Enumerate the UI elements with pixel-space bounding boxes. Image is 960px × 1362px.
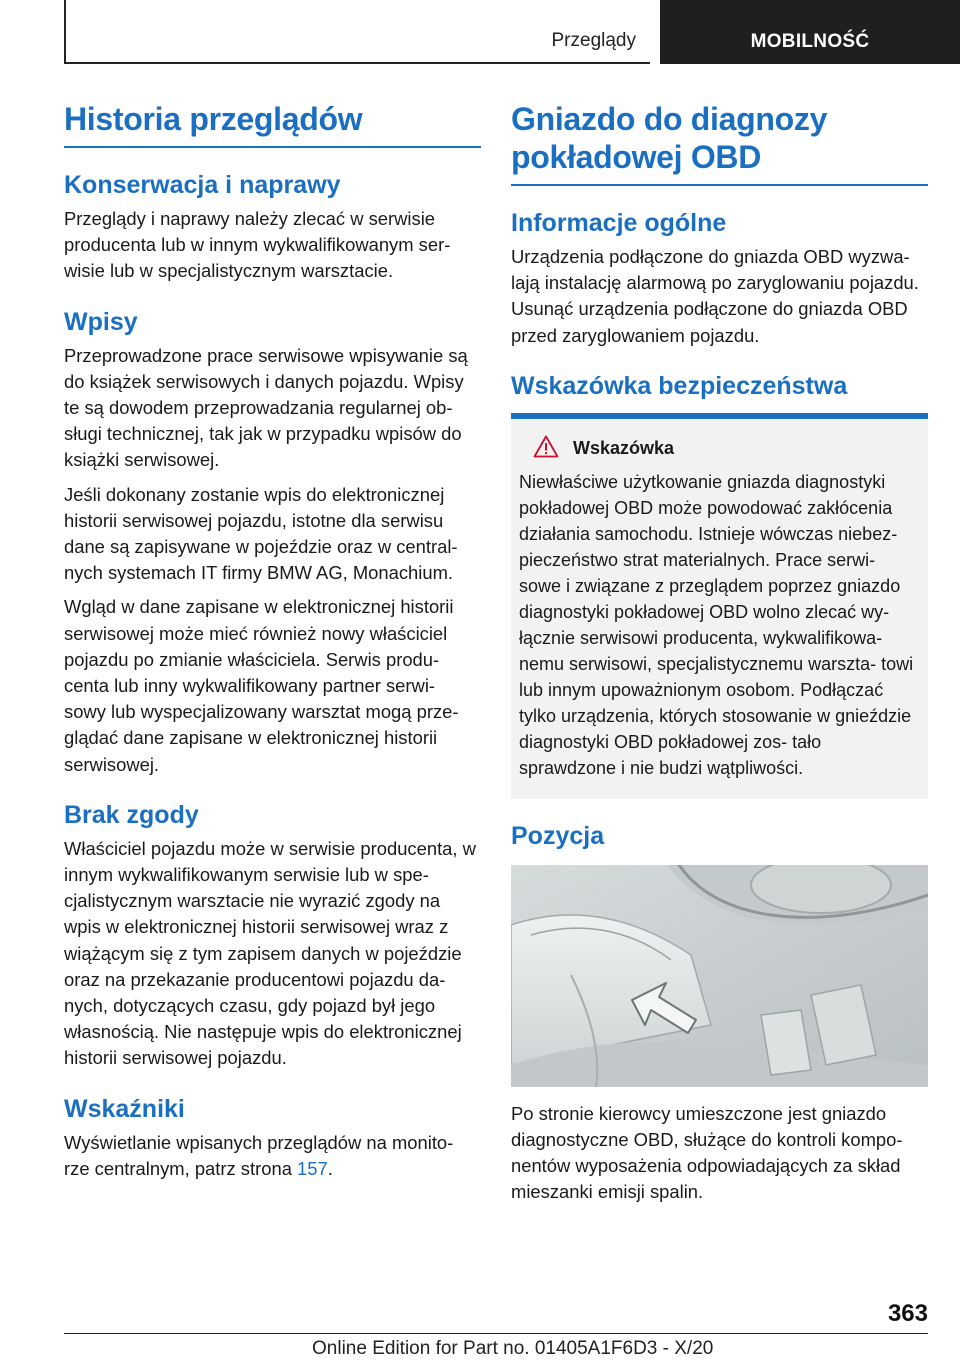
indicators-paragraph (64, 1130, 481, 1182)
heading-safety-note: Wskazówka bezpieczeństwa (511, 371, 848, 400)
warning-box (511, 419, 928, 799)
edition-footer: Online Edition for Part no. 01405A1F6D3 - X/20 (312, 1338, 714, 1359)
position-paragraph: Po stronie kierowcy umieszczone jest gniazdo diagnostyczne OBD, służące do kontroli kompo‐ nentów wyposażenia odpowiadających za skład mieszanki emisji spalin. (511, 1102, 903, 1203)
heading-no-consent: Brak zgody (64, 800, 199, 829)
entries-paragraph-1: Przeprowadzone prace serwisowe wpisywanie są do książek serwisowych i danych pojazdu. Wpisy te są dowodem przeprowadzania regularnej ob‐ sługi technicznej, tak jak w przypadku wpisów do książki serwisowej. (64, 344, 468, 471)
heading-entries: Wpisy (64, 307, 138, 336)
obd-location-photo (511, 865, 928, 1087)
indicators-text-end: . (327, 1157, 333, 1179)
no-consent-paragraph: Właściciel pojazdu może w serwisie producenta, w innym wykwalifikowanym serwisie lub w spe‐ cjalistycznym warsztacie nie wyrazić zgody na wpis w elektronicznej historii serwisowej wraz z wiążącym się z tym zapisem danych w pojeździe oraz na przekazanie producentowi pojazdu da‐ nych, dotyczących czasu, gdy pojazd był jego własnością. Nie następuje wpis do elektronicznej historii serwisowej pojazdu. (64, 837, 476, 1069)
header-left-rule (64, 0, 66, 64)
left-page-title: Historia przeglądów (64, 101, 363, 137)
indicators-text: Wyświetlanie wpisanych przeglądów na monito‐ rze centralnym, patrz strona (64, 1131, 454, 1179)
footer-rule (64, 1333, 928, 1334)
entries-paragraph-2: Jeśli dokonany zostanie wpis do elektronicznej historii serwisowej pojazdu, istotne dla serwisu dane są zapisywane w pojeździe oraz w central‐ nych systemach IT firmy BMW AG, Monachium. (64, 483, 458, 584)
maintenance-paragraph: Przeglądy i naprawy należy zlecać w serwisie producenta lub w innym wykwalifikowanym ser‐ wisie lub w specjalistycznym warsztacie. (64, 208, 451, 282)
left-column (64, 100, 481, 1182)
warning-title: Wskazówka (573, 438, 675, 459)
left-title-rule (64, 146, 481, 148)
right-page-title: Gniazdo do diagnozy pokładowej OBD (511, 101, 828, 175)
heading-indicators: Wskaźniki (64, 1094, 185, 1123)
warning-text: Niewłaściwe użytkowanie gniazda diagnostyki pokładowej OBD może powodować zakłócenia działania samochodu. Istnieje wówczas niebez‐ pieczeństwo strat materialnych. Prace serwi‐ sowe i związane z przeglądem poprzez gniazdo diagnostyki pokładowej OBD wolno zlecać wy‐ łącznie serwisowi producenta, wykwalifikowa‐ nemu serwisowi, specjalistycznemu warszta‐ towi lub innym upoważnionym osobom. Podłączać tylko urządzenia, których stosowanie w gnieździe diagnostyki OBD pokładowej zos‐ tało sprawdzone i nie budzi wątpliwości. (519, 471, 914, 778)
entries-paragraph-3: Wgląd w dane zapisane w elektronicznej historii serwisowej może mieć również nowy właściciel pojazdu po zmianie właściciela. Serwis produ‐ centa lub inny wykwalifikowany partner serwi‐ sowy lub wyspecjalizowany warsztat mogą prze‐ glądać dane zapisane w elektronicznej historii serwisowej. (64, 596, 459, 775)
page-number: 363 (887, 1300, 928, 1327)
warning-title-row (519, 435, 920, 463)
header-section-label: Przeglądy (551, 30, 636, 51)
general-info-paragraph: Urządzenia podłączone do gniazda OBD wyzwa‐ lają instalację alarmową po zaryglowaniu pojazdu. Usunąć urządzenia podłączone do gniazda OBD przed zaryglowaniem pojazdu. (511, 246, 919, 346)
heading-position: Pozycja (511, 821, 605, 850)
warning-triangle-icon (533, 435, 559, 463)
heading-general-info: Informacje ogólne (511, 209, 727, 237)
right-title-rule (511, 184, 928, 186)
page-157-link[interactable]: 157 (297, 1157, 328, 1179)
header-chapter-tab: MOBILNOŚĆ (660, 0, 960, 64)
right-column (511, 100, 928, 1206)
header-bottom-rule (64, 62, 650, 64)
heading-maintenance: Konserwacja i naprawy (64, 171, 341, 199)
